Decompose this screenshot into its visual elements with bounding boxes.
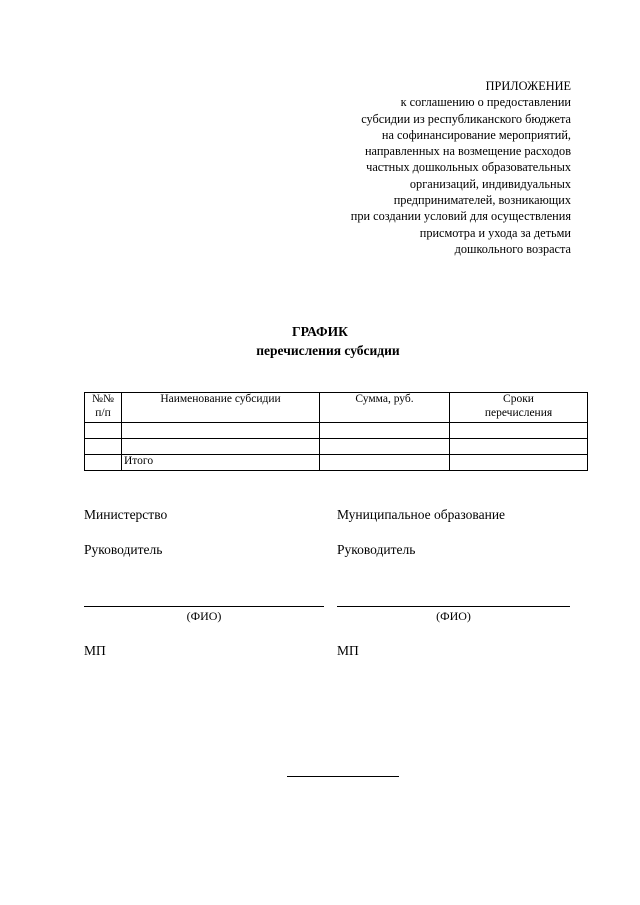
signature-line bbox=[84, 606, 324, 607]
table-cell bbox=[85, 423, 122, 439]
header-terms: Сроки перечисления bbox=[450, 393, 588, 423]
municipality-head-label: Руководитель bbox=[337, 542, 416, 557]
document-title: ГРАФИК bbox=[292, 324, 348, 339]
table-cell bbox=[122, 439, 320, 455]
header-number: №№ п/п bbox=[85, 393, 122, 423]
signature-line bbox=[337, 606, 570, 607]
table-row bbox=[85, 423, 588, 439]
appendix-line: дошкольного возраста bbox=[454, 241, 571, 256]
table-cell bbox=[450, 439, 588, 455]
municipality-label: Муниципальное образование bbox=[337, 507, 506, 522]
table-cell bbox=[85, 455, 122, 471]
appendix-line: организаций, индивидуальных bbox=[409, 176, 571, 191]
payment-schedule-table bbox=[84, 392, 588, 471]
total-label: Итого bbox=[122, 455, 320, 471]
fio-caption: (ФИО) bbox=[436, 609, 471, 623]
table-cell bbox=[320, 423, 450, 439]
ministry-label: Министерство bbox=[84, 507, 168, 522]
stamp-place-label: МП bbox=[337, 643, 359, 658]
ministry-head-label: Руководитель bbox=[84, 542, 163, 557]
table-cell bbox=[85, 439, 122, 455]
table-header-row bbox=[85, 393, 588, 423]
table-cell bbox=[450, 455, 588, 471]
table-cell bbox=[450, 423, 588, 439]
appendix-line: предпринимателей, возникающих bbox=[393, 193, 571, 208]
appendix-line: субсидии из республиканского бюджета bbox=[361, 111, 571, 126]
fio-caption: (ФИО) bbox=[186, 609, 222, 623]
appendix-line: на софинансирование мероприятий, bbox=[381, 127, 571, 142]
table-cell bbox=[122, 423, 320, 439]
table-cell bbox=[320, 455, 450, 471]
table-total-row bbox=[85, 455, 588, 471]
appendix-heading: ПРИЛОЖЕНИЕ bbox=[485, 79, 571, 93]
header-subsidy-name: Наименование субсидии bbox=[122, 393, 320, 423]
appendix-line: частных дошкольных образовательных bbox=[366, 160, 571, 175]
appendix-block bbox=[351, 78, 571, 257]
end-of-document-rule bbox=[287, 776, 399, 777]
appendix-line: при создании условий для осуществления bbox=[350, 209, 571, 224]
appendix-line: присмотра и ухода за детьми bbox=[419, 225, 571, 240]
appendix-line: к соглашению о предоставлении bbox=[400, 95, 571, 110]
appendix-line: направленных на возмещение расходов bbox=[364, 144, 571, 159]
stamp-place-label: МП bbox=[84, 643, 106, 658]
table-cell bbox=[320, 439, 450, 455]
header-sum: Сумма, руб. bbox=[320, 393, 450, 423]
document-subtitle: перечисления субсидии bbox=[256, 343, 400, 358]
table-row bbox=[85, 439, 588, 455]
